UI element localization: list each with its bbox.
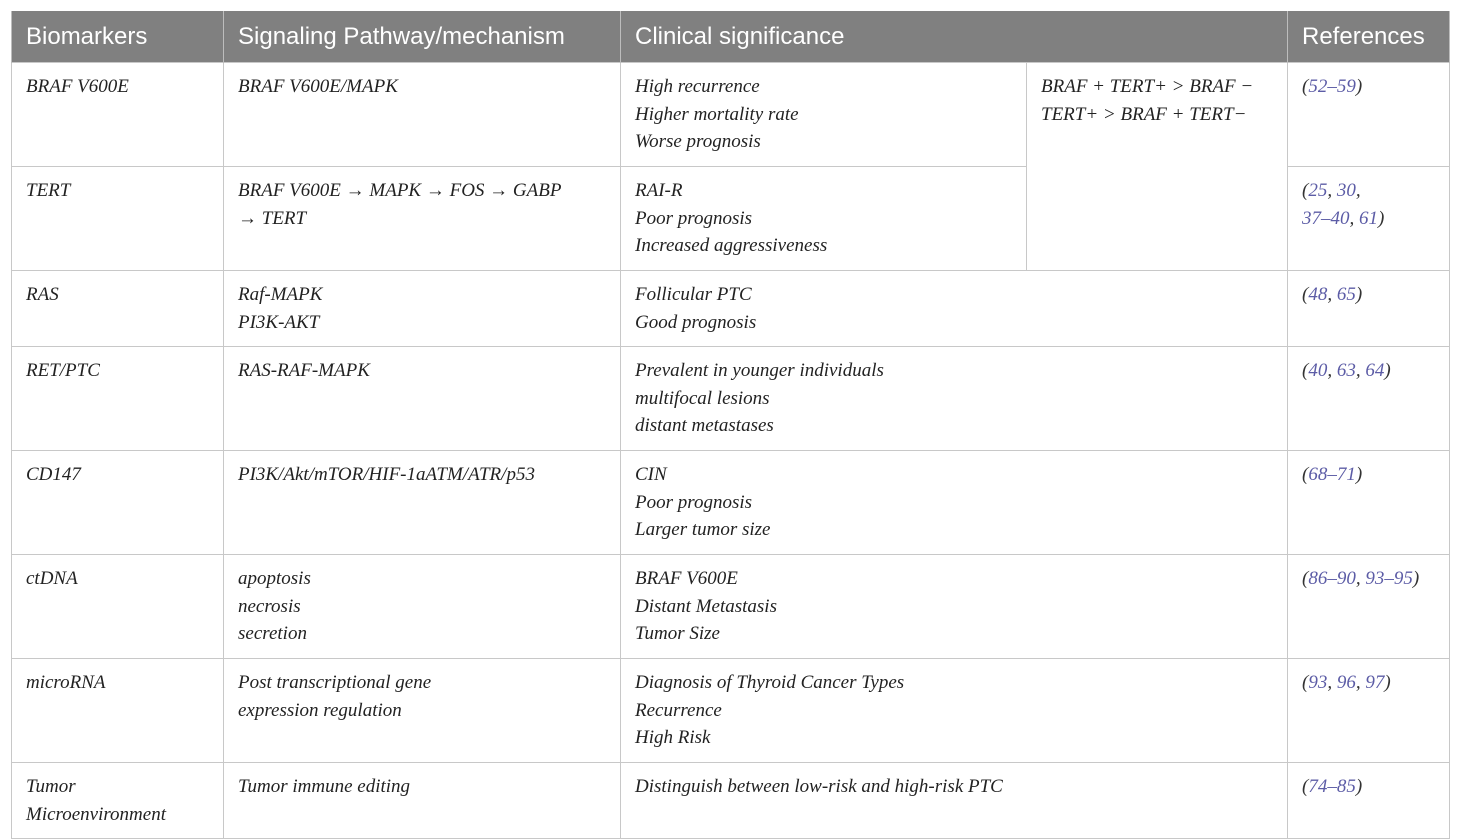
- header-row: [12, 11, 1450, 63]
- biomarker-table: [11, 11, 1450, 839]
- reference-punctuation: ,: [1327, 672, 1337, 693]
- clinical-line: Diagnosis of Thyroid Cancer Types: [635, 672, 905, 693]
- clinical-line: Good prognosis: [635, 311, 757, 333]
- clinical-line: Recurrence: [635, 699, 722, 721]
- reference-punctuation: ,: [1327, 284, 1337, 305]
- reference-link[interactable]: 40: [1308, 360, 1328, 381]
- reference-punctuation: (: [1302, 76, 1309, 97]
- reference-link[interactable]: 30: [1336, 180, 1356, 201]
- biomarker-cell: [12, 659, 224, 763]
- clinical-line: Prevalent in younger individuals: [635, 360, 884, 381]
- reference-link[interactable]: 74–85: [1308, 776, 1356, 797]
- table-row: [12, 63, 1450, 167]
- reference-punctuation: ): [1384, 672, 1391, 693]
- biomarker-cell: [12, 167, 224, 271]
- biomarker-cell: [12, 63, 224, 167]
- reference-punctuation: ): [1355, 284, 1363, 305]
- table-row: [12, 271, 1450, 347]
- pathway-line: Raf-MAPK: [238, 284, 323, 305]
- references-cell: [1288, 451, 1450, 555]
- reference-link[interactable]: 93: [1308, 672, 1328, 693]
- clinical-line: RAI-R: [635, 180, 683, 201]
- reference-link[interactable]: 97: [1365, 672, 1385, 693]
- pathway-cell: [224, 63, 621, 167]
- reference-punctuation: (: [1302, 360, 1309, 381]
- pathway-line: Post transcriptional gene: [238, 672, 432, 693]
- references-cell: [1288, 659, 1450, 763]
- clinical-line: distant metastases: [635, 415, 774, 436]
- biomarker-line: Tumor: [26, 776, 76, 797]
- clinical-line: Poor prognosis: [635, 207, 753, 229]
- clinical-cell: [621, 451, 1288, 555]
- reference-link[interactable]: 61: [1359, 207, 1378, 229]
- reference-punctuation: (: [1302, 464, 1309, 485]
- reference-punctuation: ,: [1355, 568, 1366, 589]
- header-biomarkers: Biomarkers: [12, 11, 224, 63]
- clinical-line: multifocal lesions: [635, 387, 770, 409]
- references-cell: [1288, 555, 1450, 659]
- clinical-cell: [621, 555, 1288, 659]
- references-cell: [1288, 167, 1450, 271]
- biomarker-line: microRNA: [26, 672, 106, 693]
- clinical-cell: [621, 347, 1288, 451]
- pathway-line: → TERT: [238, 207, 307, 229]
- reference-punctuation: ,: [1327, 180, 1337, 201]
- biomarker-line: BRAF V600E: [26, 76, 129, 97]
- references-cell: [1288, 63, 1450, 167]
- clinical-line: Larger tumor size: [635, 519, 771, 540]
- pathway-line: PI3K-AKT: [238, 311, 320, 333]
- reference-punctuation: ,: [1349, 207, 1359, 229]
- header-clinical: Clinical significance: [621, 11, 1288, 63]
- reference-punctuation: (: [1302, 568, 1309, 589]
- reference-punctuation: (: [1302, 180, 1309, 201]
- reference-punctuation: (: [1302, 776, 1309, 797]
- biomarker-line: ctDNA: [26, 568, 78, 589]
- pathway-line: expression regulation: [238, 699, 402, 721]
- pathway-line: BRAF V600E → MAPK → FOS → GABP: [238, 180, 562, 201]
- reference-link[interactable]: 48: [1308, 284, 1328, 305]
- pathway-line: necrosis: [238, 595, 301, 617]
- reference-link[interactable]: 25: [1308, 180, 1328, 201]
- pathway-cell: [224, 271, 621, 347]
- biomarker-line: RAS: [26, 284, 59, 305]
- table-row: [12, 659, 1450, 763]
- pathway-line: RAS-RAF-MAPK: [238, 360, 370, 381]
- merged-note-line: TERT+ > BRAF + TERT−: [1041, 103, 1247, 125]
- pathway-line: BRAF V600E/MAPK: [238, 76, 398, 97]
- clinical-line: Worse prognosis: [635, 131, 761, 152]
- reference-punctuation: ,: [1355, 180, 1361, 201]
- reference-punctuation: ): [1355, 464, 1363, 485]
- clinical-line: BRAF V600E: [635, 568, 738, 589]
- reference-punctuation: ): [1355, 776, 1363, 797]
- reference-punctuation: ,: [1355, 672, 1366, 693]
- reference-punctuation: ,: [1327, 360, 1337, 381]
- pathway-cell: [224, 167, 621, 271]
- merged-note-line: BRAF + TERT+ > BRAF −: [1041, 76, 1254, 97]
- biomarker-cell: [12, 451, 224, 555]
- clinical-line: Tumor Size: [635, 623, 720, 644]
- pathway-cell: [224, 451, 621, 555]
- pathway-line: Tumor immune editing: [238, 776, 411, 797]
- clinical-cell: [621, 63, 1027, 167]
- pathway-line: PI3K/Akt/mTOR/HIF-1aATM/ATR/p53: [238, 464, 535, 485]
- reference-link[interactable]: 68–71: [1308, 464, 1356, 485]
- references-cell: [1288, 763, 1450, 839]
- table-row: [12, 763, 1450, 839]
- reference-link[interactable]: 37–40: [1302, 207, 1350, 229]
- clinical-line: Distant Metastasis: [635, 595, 777, 617]
- clinical-cell: [621, 271, 1288, 347]
- biomarker-cell: [12, 763, 224, 839]
- biomarker-cell: [12, 271, 224, 347]
- biomarker-line: Microenvironment: [26, 803, 166, 825]
- clinical-line: High recurrence: [635, 76, 760, 97]
- header-references: References: [1288, 11, 1450, 63]
- reference-link[interactable]: 63: [1336, 360, 1356, 381]
- clinical-cell: [621, 659, 1288, 763]
- table-row: [12, 347, 1450, 451]
- reference-link[interactable]: 93–95: [1365, 568, 1413, 589]
- biomarker-cell: [12, 347, 224, 451]
- pathway-cell: [224, 659, 621, 763]
- reference-punctuation: (: [1302, 672, 1309, 693]
- biomarker-line: TERT: [26, 180, 71, 201]
- pathway-cell: [224, 763, 621, 839]
- biomarker-line: CD147: [26, 464, 81, 485]
- pathway-line: secretion: [238, 623, 307, 644]
- reference-link[interactable]: 96: [1336, 672, 1356, 693]
- references-cell: [1288, 271, 1450, 347]
- reference-link[interactable]: 86–90: [1308, 568, 1356, 589]
- clinical-line: Distinguish between low-risk and high-risk PTC: [635, 776, 1003, 797]
- clinical-line: Increased aggressiveness: [635, 235, 828, 256]
- pathway-cell: [224, 347, 621, 451]
- reference-punctuation: ): [1378, 207, 1385, 229]
- table-row: [12, 451, 1450, 555]
- pathway-cell: [224, 555, 621, 659]
- clinical-line: CIN: [635, 464, 667, 485]
- table-row: [12, 555, 1450, 659]
- reference-punctuation: ,: [1355, 360, 1366, 381]
- clinical-line: Poor prognosis: [635, 491, 753, 513]
- pathway-line: apoptosis: [238, 568, 311, 589]
- reference-punctuation: ): [1412, 568, 1420, 589]
- reference-link[interactable]: 52–59: [1308, 76, 1356, 97]
- references-cell: [1288, 347, 1450, 451]
- clinical-line: Follicular PTC: [635, 284, 752, 305]
- header-pathway: Signaling Pathway/mechanism: [224, 11, 621, 63]
- reference-link[interactable]: 65: [1336, 284, 1356, 305]
- biomarker-cell: [12, 555, 224, 659]
- merged-note-cell: [1027, 63, 1288, 271]
- clinical-line: High Risk: [635, 727, 711, 748]
- clinical-cell: [621, 763, 1288, 839]
- reference-punctuation: ): [1355, 76, 1363, 97]
- clinical-cell: [621, 167, 1027, 271]
- reference-punctuation: ): [1384, 360, 1391, 381]
- biomarker-line: RET/PTC: [26, 360, 100, 381]
- clinical-line: Higher mortality rate: [635, 103, 799, 125]
- reference-link[interactable]: 64: [1365, 360, 1385, 381]
- reference-punctuation: (: [1302, 284, 1309, 305]
